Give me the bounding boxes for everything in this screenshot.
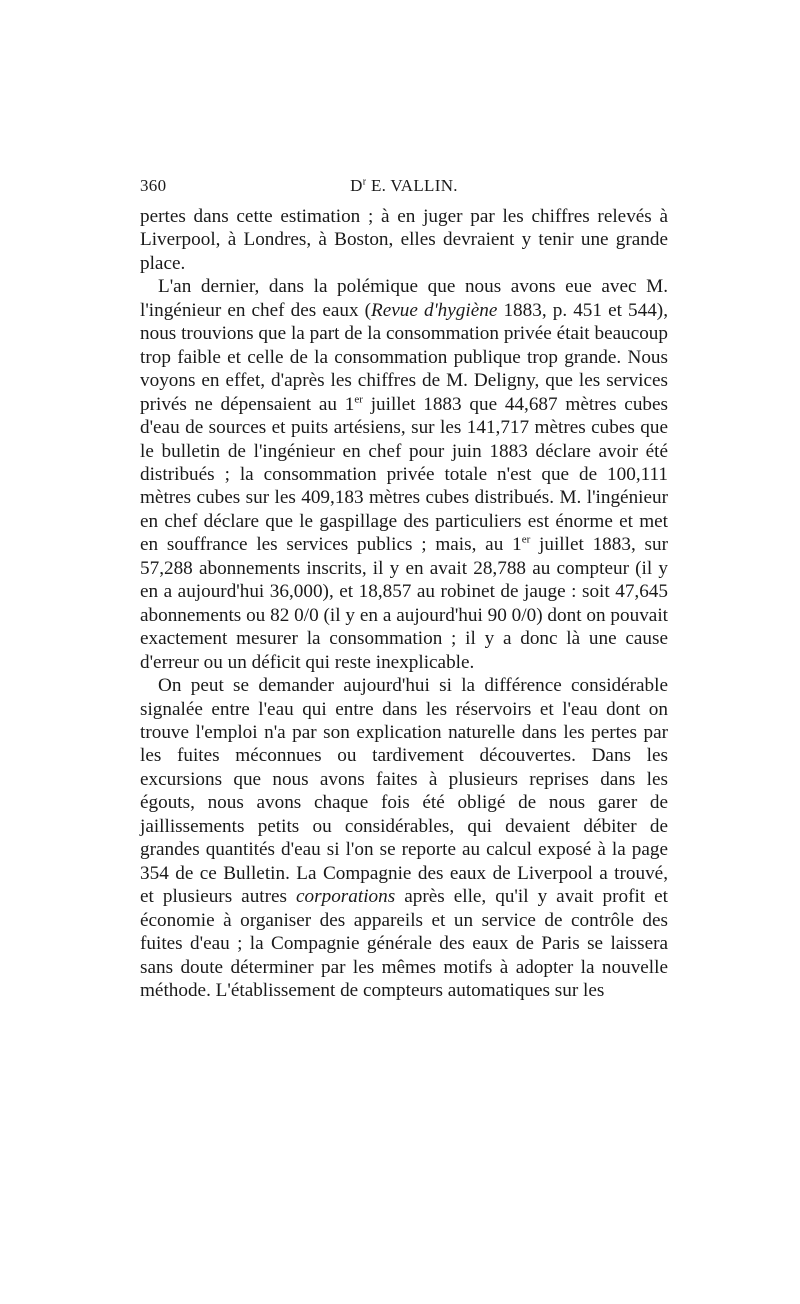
ordinal-superscript: er	[354, 393, 363, 406]
author-prefix: D	[350, 176, 363, 195]
paragraph-2	[140, 275, 668, 674]
page-header	[140, 176, 668, 200]
paragraph-text: On peut se demander aujourd'hui si la différence considérable signalée entre l'eau qui entre dans les réservoirs et l'eau dont on trouve l'emploi n'a par son explication naturelle dans les pertes par les fuites méconnues ou tardivement découvertes. Dans les excursions que nous avons faites à plusieurs reprises dans les égouts, nous avons chaque fois été obligé de nous garer de jaillissements petits ou considérables, qui devaient débiter de grandes quantités d'eau si l'on se reporte au calcul exposé à la page 354 de ce Bulletin. La Compagnie des eaux de Liverpool a trouvé, et plusieurs autres	[140, 675, 668, 908]
running-head	[140, 176, 668, 196]
paragraph-text: juillet 1883, sur 57,288 abonnements inscrits, il y en avait 28,788 au compteur (il y en a aujourd'hui 36,000), et 18,857 au robinet de jauge : soit 47,645 abonnements ou 82 0/0 (il y en a aujourd'hui 90 0/0) dont on pouvait exactement mesurer la consommation ; il y a donc là une cause d'erreur ou un déficit qui reste inexplicable.	[140, 534, 668, 673]
paragraph-text: L'an dernier, dans la polémique que nous avons eue avec M. l'ingénieur en chef des eaux (	[140, 276, 668, 321]
paragraph-text: après elle, qu'il y avait profit et économie à organiser des appareils et un service de contrôle des fuites d'eau ; la Compagnie générale des eaux de Paris se laissera sans doute déterminer par les mêmes motifs à adopter la nouvelle méthode. L'établissement de compteurs automatiques sur les	[140, 886, 669, 1001]
author-name: E. VALLIN.	[370, 176, 458, 195]
page-number: 360	[140, 176, 167, 195]
journal-title: Revue d'hygiène	[371, 299, 498, 321]
body-text	[140, 205, 668, 1002]
author-prefix-sup: r	[362, 176, 367, 188]
paragraph-text: pertes dans cette estimation ; à en juger par les chiffres relevés à Liverpool, à Londres, à Boston, elles devraient y tenir une grande place.	[140, 206, 668, 274]
paragraph-text: 1883, p. 451 et 544), nous trouvions que la part de la consommation privée était beaucoup trop faible et celle de la consommation publique trop grande. Nous voyons en effet, d'après les chiffres de M. Deligny, que les services privés ne dépensaient au 1	[140, 299, 668, 415]
paragraph-text: juillet 1883 que 44,687 mètres cubes d'eau de sources et puits artésiens, sur les 141,717 mètres cubes que le bulletin de l'ingénieur en chef pour juin 1883 déclare avoir été distribués ; la consommation privée totale n'est que de 100,111 mètres cubes sur les 409,183 mètres cubes distribués. M. l'ingénieur en chef déclare que le gaspillage des particuliers est énorme et met en souffrance les services publics ; mais, au 1	[140, 393, 668, 556]
italic-term: corporations	[296, 886, 396, 908]
paragraph-3	[140, 674, 668, 1002]
paragraph-1	[140, 205, 668, 275]
ordinal-superscript: er	[521, 533, 531, 546]
